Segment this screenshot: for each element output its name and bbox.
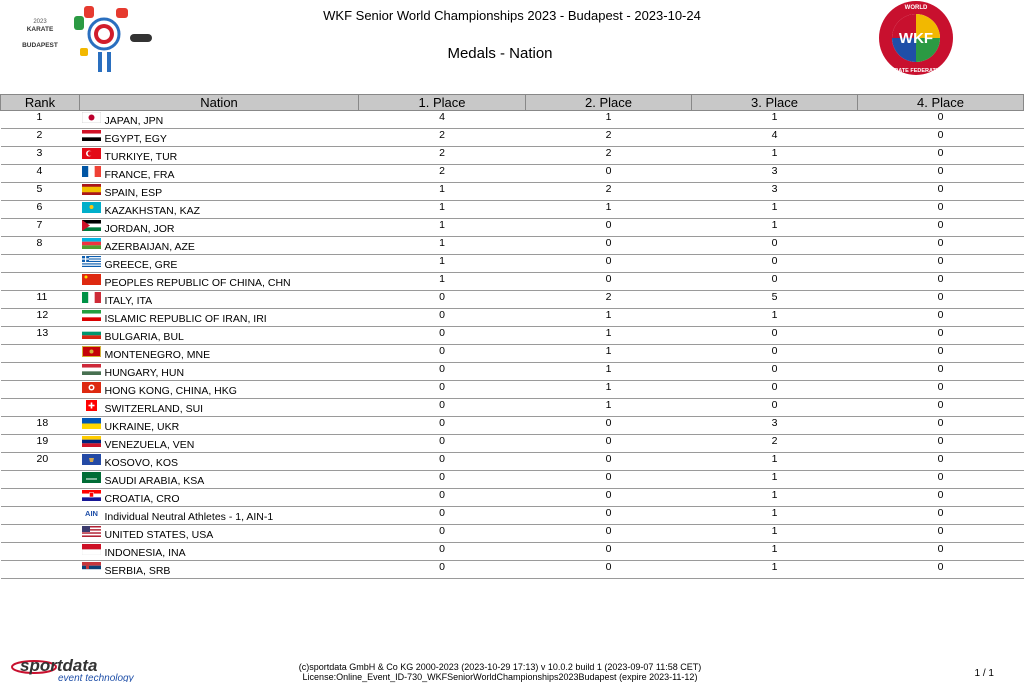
place-4-cell: 0 bbox=[858, 381, 1024, 399]
nation-name: SPAIN, ESP bbox=[104, 187, 163, 199]
place-4-cell: 0 bbox=[858, 543, 1024, 561]
place-1-cell: 1 bbox=[359, 183, 526, 201]
place-1-cell: 4 bbox=[359, 111, 526, 129]
table-row bbox=[1, 111, 1024, 129]
nation-cell bbox=[80, 435, 359, 453]
rank-cell bbox=[1, 543, 80, 561]
place-1-cell: 0 bbox=[359, 453, 526, 471]
wkf-emblem-icon bbox=[876, 0, 956, 80]
table-row bbox=[1, 543, 1024, 561]
bul-flag-icon bbox=[82, 328, 101, 339]
table-row bbox=[1, 345, 1024, 363]
table-row bbox=[1, 507, 1024, 525]
table-row bbox=[1, 435, 1024, 453]
rank-cell bbox=[1, 273, 80, 291]
place-1-cell: 0 bbox=[359, 381, 526, 399]
ksa-flag-icon bbox=[82, 472, 101, 483]
table-row bbox=[1, 219, 1024, 237]
place-3-cell: 0 bbox=[692, 399, 858, 417]
sui-flag-icon bbox=[82, 400, 101, 411]
place-1-cell: 0 bbox=[359, 417, 526, 435]
table-row bbox=[1, 561, 1024, 579]
table-row bbox=[1, 399, 1024, 417]
nation-cell bbox=[80, 399, 359, 417]
place-2-cell: 0 bbox=[526, 489, 692, 507]
rank-cell bbox=[1, 399, 80, 417]
rank-cell bbox=[1, 489, 80, 507]
nation-cell bbox=[80, 525, 359, 543]
place-4-cell: 0 bbox=[858, 111, 1024, 129]
place-2-cell: 0 bbox=[526, 471, 692, 489]
col-header-rank: Rank bbox=[1, 95, 80, 111]
place-1-cell: 0 bbox=[359, 291, 526, 309]
nation-name: INDONESIA, INA bbox=[104, 547, 186, 559]
nation-cell bbox=[80, 147, 359, 165]
place-1-cell: 2 bbox=[359, 129, 526, 147]
place-3-cell: 1 bbox=[692, 561, 858, 579]
rank-cell bbox=[1, 561, 80, 579]
nation-cell bbox=[80, 363, 359, 381]
nation-cell bbox=[80, 543, 359, 561]
place-4-cell: 0 bbox=[858, 525, 1024, 543]
table-row bbox=[1, 309, 1024, 327]
hkg-flag-icon bbox=[82, 382, 101, 393]
place-3-cell: 0 bbox=[692, 363, 858, 381]
iri-flag-icon bbox=[82, 310, 101, 321]
svg-text:sportdata: sportdata bbox=[20, 657, 98, 675]
place-3-cell: 1 bbox=[692, 489, 858, 507]
place-4-cell: 0 bbox=[858, 327, 1024, 345]
place-3-cell: 1 bbox=[692, 543, 858, 561]
table-row bbox=[1, 237, 1024, 255]
page-title: WKF Senior World Championships 2023 - Budapest - 2023-10-24 bbox=[323, 8, 701, 23]
table-row bbox=[1, 525, 1024, 543]
place-3-cell: 1 bbox=[692, 201, 858, 219]
rank-cell: 8 bbox=[1, 237, 80, 255]
place-2-cell: 0 bbox=[526, 507, 692, 525]
place-3-cell: 1 bbox=[692, 219, 858, 237]
wkf-logo bbox=[876, 0, 956, 80]
svg-text:AIN: AIN bbox=[84, 509, 98, 518]
place-1-cell: 1 bbox=[359, 237, 526, 255]
place-3-cell: 1 bbox=[692, 471, 858, 489]
place-3-cell: 1 bbox=[692, 525, 858, 543]
place-4-cell: 0 bbox=[858, 507, 1024, 525]
place-2-cell: 1 bbox=[526, 111, 692, 129]
usa-flag-icon bbox=[82, 526, 101, 537]
srb-flag-icon bbox=[82, 562, 101, 573]
place-4-cell: 0 bbox=[858, 345, 1024, 363]
rank-cell bbox=[1, 471, 80, 489]
nation-cell bbox=[80, 327, 359, 345]
nation-cell bbox=[80, 381, 359, 399]
tur-flag-icon bbox=[82, 148, 101, 159]
rank-cell bbox=[1, 363, 80, 381]
place-1-cell: 0 bbox=[359, 309, 526, 327]
nation-name: TURKIYE, TUR bbox=[104, 151, 178, 163]
table-row bbox=[1, 471, 1024, 489]
aze-flag-icon bbox=[82, 238, 101, 249]
footer-copyright: (c)sportdata GmbH & Co KG 2000-2023 (2023-10-29 17:13) v 10.0.2 build 1 (2023-09-07 11:58 CET) License:Online_Event_ID-730_WKFSeniorWorldChampionships2023Budapest (expire 2023-11-12) bbox=[298, 662, 702, 682]
place-4-cell: 0 bbox=[858, 129, 1024, 147]
rank-cell: 3 bbox=[1, 147, 80, 165]
place-3-cell: 0 bbox=[692, 273, 858, 291]
place-3-cell: 1 bbox=[692, 453, 858, 471]
nation-name: MONTENEGRO, MNE bbox=[104, 349, 211, 361]
nation-cell bbox=[80, 165, 359, 183]
nation-name: JAPAN, JPN bbox=[104, 115, 164, 127]
medals-table bbox=[0, 94, 1024, 579]
rank-cell bbox=[1, 345, 80, 363]
nation-name: SAUDI ARABIA, KSA bbox=[104, 475, 205, 487]
nation-name: KAZAKHSTAN, KAZ bbox=[104, 205, 200, 217]
place-2-cell: 0 bbox=[526, 543, 692, 561]
nation-cell bbox=[80, 507, 359, 525]
col-header-place-1: 1. Place bbox=[359, 95, 526, 111]
ain-flag-icon bbox=[82, 508, 101, 519]
place-2-cell: 1 bbox=[526, 327, 692, 345]
place-4-cell: 0 bbox=[858, 561, 1024, 579]
nation-cell bbox=[80, 291, 359, 309]
table-header-row bbox=[1, 95, 1024, 111]
place-2-cell: 0 bbox=[526, 435, 692, 453]
rank-cell: 20 bbox=[1, 453, 80, 471]
place-3-cell: 2 bbox=[692, 435, 858, 453]
nation-name: GREECE, GRE bbox=[104, 259, 178, 271]
nation-name: BULGARIA, BUL bbox=[104, 331, 184, 343]
place-2-cell: 0 bbox=[526, 237, 692, 255]
table-row bbox=[1, 327, 1024, 345]
nation-cell bbox=[80, 273, 359, 291]
place-4-cell: 0 bbox=[858, 435, 1024, 453]
jor-flag-icon bbox=[82, 220, 101, 231]
place-4-cell: 0 bbox=[858, 417, 1024, 435]
place-1-cell: 0 bbox=[359, 345, 526, 363]
place-3-cell: 0 bbox=[692, 237, 858, 255]
col-header-place-3: 3. Place bbox=[692, 95, 858, 111]
place-4-cell: 0 bbox=[858, 471, 1024, 489]
place-1-cell: 1 bbox=[359, 201, 526, 219]
place-1-cell: 0 bbox=[359, 561, 526, 579]
place-3-cell: 3 bbox=[692, 165, 858, 183]
rank-cell: 13 bbox=[1, 327, 80, 345]
nation-name: AZERBAIJAN, AZE bbox=[104, 241, 195, 253]
place-2-cell: 2 bbox=[526, 147, 692, 165]
place-2-cell: 0 bbox=[526, 525, 692, 543]
place-1-cell: 0 bbox=[359, 543, 526, 561]
kos-flag-icon bbox=[82, 454, 101, 465]
table-row bbox=[1, 165, 1024, 183]
place-2-cell: 1 bbox=[526, 309, 692, 327]
svg-text:event technology: event technology bbox=[58, 673, 134, 682]
place-2-cell: 2 bbox=[526, 291, 692, 309]
nation-name: JORDAN, JOR bbox=[104, 223, 175, 235]
nation-name: UNITED STATES, USA bbox=[104, 529, 214, 541]
table-row bbox=[1, 255, 1024, 273]
sportdata-logo bbox=[8, 657, 168, 682]
place-1-cell: 1 bbox=[359, 255, 526, 273]
nation-name: EGYPT, EGY bbox=[104, 133, 167, 145]
page-subtitle: Medals - Nation bbox=[447, 45, 553, 62]
rank-cell: 5 bbox=[1, 183, 80, 201]
place-4-cell: 0 bbox=[858, 363, 1024, 381]
table-row bbox=[1, 381, 1024, 399]
place-3-cell: 4 bbox=[692, 129, 858, 147]
table-row bbox=[1, 417, 1024, 435]
place-2-cell: 0 bbox=[526, 219, 692, 237]
place-4-cell: 0 bbox=[858, 237, 1024, 255]
place-4-cell: 0 bbox=[858, 219, 1024, 237]
jpn-flag-icon bbox=[82, 112, 101, 123]
esp-flag-icon bbox=[82, 184, 101, 195]
rank-cell bbox=[1, 507, 80, 525]
chn-flag-icon bbox=[82, 274, 101, 285]
egy-flag-icon bbox=[82, 130, 101, 141]
place-3-cell: 5 bbox=[692, 291, 858, 309]
place-1-cell: 0 bbox=[359, 507, 526, 525]
rank-cell: 4 bbox=[1, 165, 80, 183]
col-header-nation: Nation bbox=[80, 95, 359, 111]
place-2-cell: 2 bbox=[526, 183, 692, 201]
nation-name: SERBIA, SRB bbox=[104, 565, 171, 577]
nation-cell bbox=[80, 417, 359, 435]
place-3-cell: 1 bbox=[692, 111, 858, 129]
svg-text:KARATE FEDERATION: KARATE FEDERATION bbox=[886, 68, 946, 74]
page-number: 1 / 1 bbox=[974, 668, 994, 679]
place-2-cell: 0 bbox=[526, 165, 692, 183]
place-4-cell: 0 bbox=[858, 165, 1024, 183]
place-4-cell: 0 bbox=[858, 201, 1024, 219]
mne-flag-icon bbox=[82, 346, 101, 357]
rank-cell: 6 bbox=[1, 201, 80, 219]
ven-flag-icon bbox=[82, 436, 101, 447]
nation-cell bbox=[80, 201, 359, 219]
table-row bbox=[1, 453, 1024, 471]
table-row bbox=[1, 201, 1024, 219]
place-2-cell: 1 bbox=[526, 201, 692, 219]
ukr-flag-icon bbox=[82, 418, 101, 429]
place-4-cell: 0 bbox=[858, 291, 1024, 309]
rank-cell: 12 bbox=[1, 309, 80, 327]
table-row bbox=[1, 489, 1024, 507]
nation-name: Individual Neutral Athletes - 1, AIN-1 bbox=[104, 511, 274, 523]
place-2-cell: 0 bbox=[526, 255, 692, 273]
rank-cell bbox=[1, 525, 80, 543]
place-1-cell: 1 bbox=[359, 219, 526, 237]
place-4-cell: 0 bbox=[858, 399, 1024, 417]
place-4-cell: 0 bbox=[858, 183, 1024, 201]
place-1-cell: 0 bbox=[359, 435, 526, 453]
place-4-cell: 0 bbox=[858, 309, 1024, 327]
ita-flag-icon bbox=[82, 292, 101, 303]
nation-cell bbox=[80, 345, 359, 363]
place-4-cell: 0 bbox=[858, 273, 1024, 291]
table-row bbox=[1, 291, 1024, 309]
nation-cell bbox=[80, 309, 359, 327]
rank-cell: 7 bbox=[1, 219, 80, 237]
place-2-cell: 0 bbox=[526, 417, 692, 435]
nation-cell bbox=[80, 471, 359, 489]
table-row bbox=[1, 273, 1024, 291]
place-2-cell: 0 bbox=[526, 453, 692, 471]
place-2-cell: 0 bbox=[526, 561, 692, 579]
place-1-cell: 0 bbox=[359, 327, 526, 345]
nation-cell bbox=[80, 453, 359, 471]
nation-name: HUNGARY, HUN bbox=[104, 367, 185, 379]
svg-text:WORLD: WORLD bbox=[904, 5, 928, 11]
place-3-cell: 1 bbox=[692, 147, 858, 165]
table-row bbox=[1, 129, 1024, 147]
place-4-cell: 0 bbox=[858, 453, 1024, 471]
place-4-cell: 0 bbox=[858, 255, 1024, 273]
place-3-cell: 0 bbox=[692, 345, 858, 363]
nation-name: KOSOVO, KOS bbox=[104, 457, 179, 469]
place-3-cell: 1 bbox=[692, 309, 858, 327]
place-3-cell: 3 bbox=[692, 417, 858, 435]
nation-cell bbox=[80, 561, 359, 579]
rank-cell bbox=[1, 381, 80, 399]
nation-name: FRANCE, FRA bbox=[104, 169, 175, 181]
rank-cell: 1 bbox=[1, 111, 80, 129]
svg-text:WKF: WKF bbox=[898, 30, 934, 47]
nation-name: VENEZUELA, VEN bbox=[104, 439, 195, 451]
nation-name: UKRAINE, UKR bbox=[104, 421, 180, 433]
kaz-flag-icon bbox=[82, 202, 101, 213]
rank-cell: 19 bbox=[1, 435, 80, 453]
hun-flag-icon bbox=[82, 364, 101, 375]
place-2-cell: 2 bbox=[526, 129, 692, 147]
table-row bbox=[1, 147, 1024, 165]
nation-name: HONG KONG, CHINA, HKG bbox=[104, 385, 237, 397]
gre-flag-icon bbox=[82, 256, 101, 267]
place-1-cell: 0 bbox=[359, 525, 526, 543]
logo-left-text: 2023 KARATE BUDAPEST bbox=[22, 19, 58, 49]
place-2-cell: 1 bbox=[526, 399, 692, 417]
cro-flag-icon bbox=[82, 490, 101, 501]
place-2-cell: 0 bbox=[526, 273, 692, 291]
nation-name: PEOPLES REPUBLIC OF CHINA, CHN bbox=[104, 277, 291, 289]
nation-name: ISLAMIC REPUBLIC OF IRAN, IRI bbox=[104, 313, 267, 325]
nation-cell bbox=[80, 219, 359, 237]
nation-name: ITALY, ITA bbox=[104, 295, 153, 307]
col-header-place-2: 2. Place bbox=[526, 95, 692, 111]
nation-cell bbox=[80, 129, 359, 147]
place-1-cell: 2 bbox=[359, 147, 526, 165]
place-1-cell: 0 bbox=[359, 399, 526, 417]
place-1-cell: 2 bbox=[359, 165, 526, 183]
place-2-cell: 1 bbox=[526, 345, 692, 363]
nation-name: SWITZERLAND, SUI bbox=[104, 403, 204, 415]
nation-cell bbox=[80, 255, 359, 273]
place-3-cell: 0 bbox=[692, 327, 858, 345]
rank-cell: 11 bbox=[1, 291, 80, 309]
ina-flag-icon bbox=[82, 544, 101, 555]
table-row bbox=[1, 363, 1024, 381]
place-1-cell: 1 bbox=[359, 273, 526, 291]
fra-flag-icon bbox=[82, 166, 101, 177]
nation-cell bbox=[80, 489, 359, 507]
place-3-cell: 0 bbox=[692, 381, 858, 399]
nation-name: CROATIA, CRO bbox=[104, 493, 180, 505]
table-row bbox=[1, 183, 1024, 201]
place-4-cell: 0 bbox=[858, 489, 1024, 507]
place-1-cell: 0 bbox=[359, 489, 526, 507]
rank-cell: 18 bbox=[1, 417, 80, 435]
place-1-cell: 0 bbox=[359, 363, 526, 381]
place-3-cell: 0 bbox=[692, 255, 858, 273]
place-4-cell: 0 bbox=[858, 147, 1024, 165]
col-header-place-4: 4. Place bbox=[858, 95, 1024, 111]
nation-cell bbox=[80, 111, 359, 129]
place-3-cell: 1 bbox=[692, 507, 858, 525]
rank-cell bbox=[1, 255, 80, 273]
place-1-cell: 0 bbox=[359, 471, 526, 489]
place-2-cell: 1 bbox=[526, 363, 692, 381]
rank-cell: 2 bbox=[1, 129, 80, 147]
place-2-cell: 1 bbox=[526, 381, 692, 399]
place-3-cell: 3 bbox=[692, 183, 858, 201]
nation-cell bbox=[80, 183, 359, 201]
nation-cell bbox=[80, 237, 359, 255]
